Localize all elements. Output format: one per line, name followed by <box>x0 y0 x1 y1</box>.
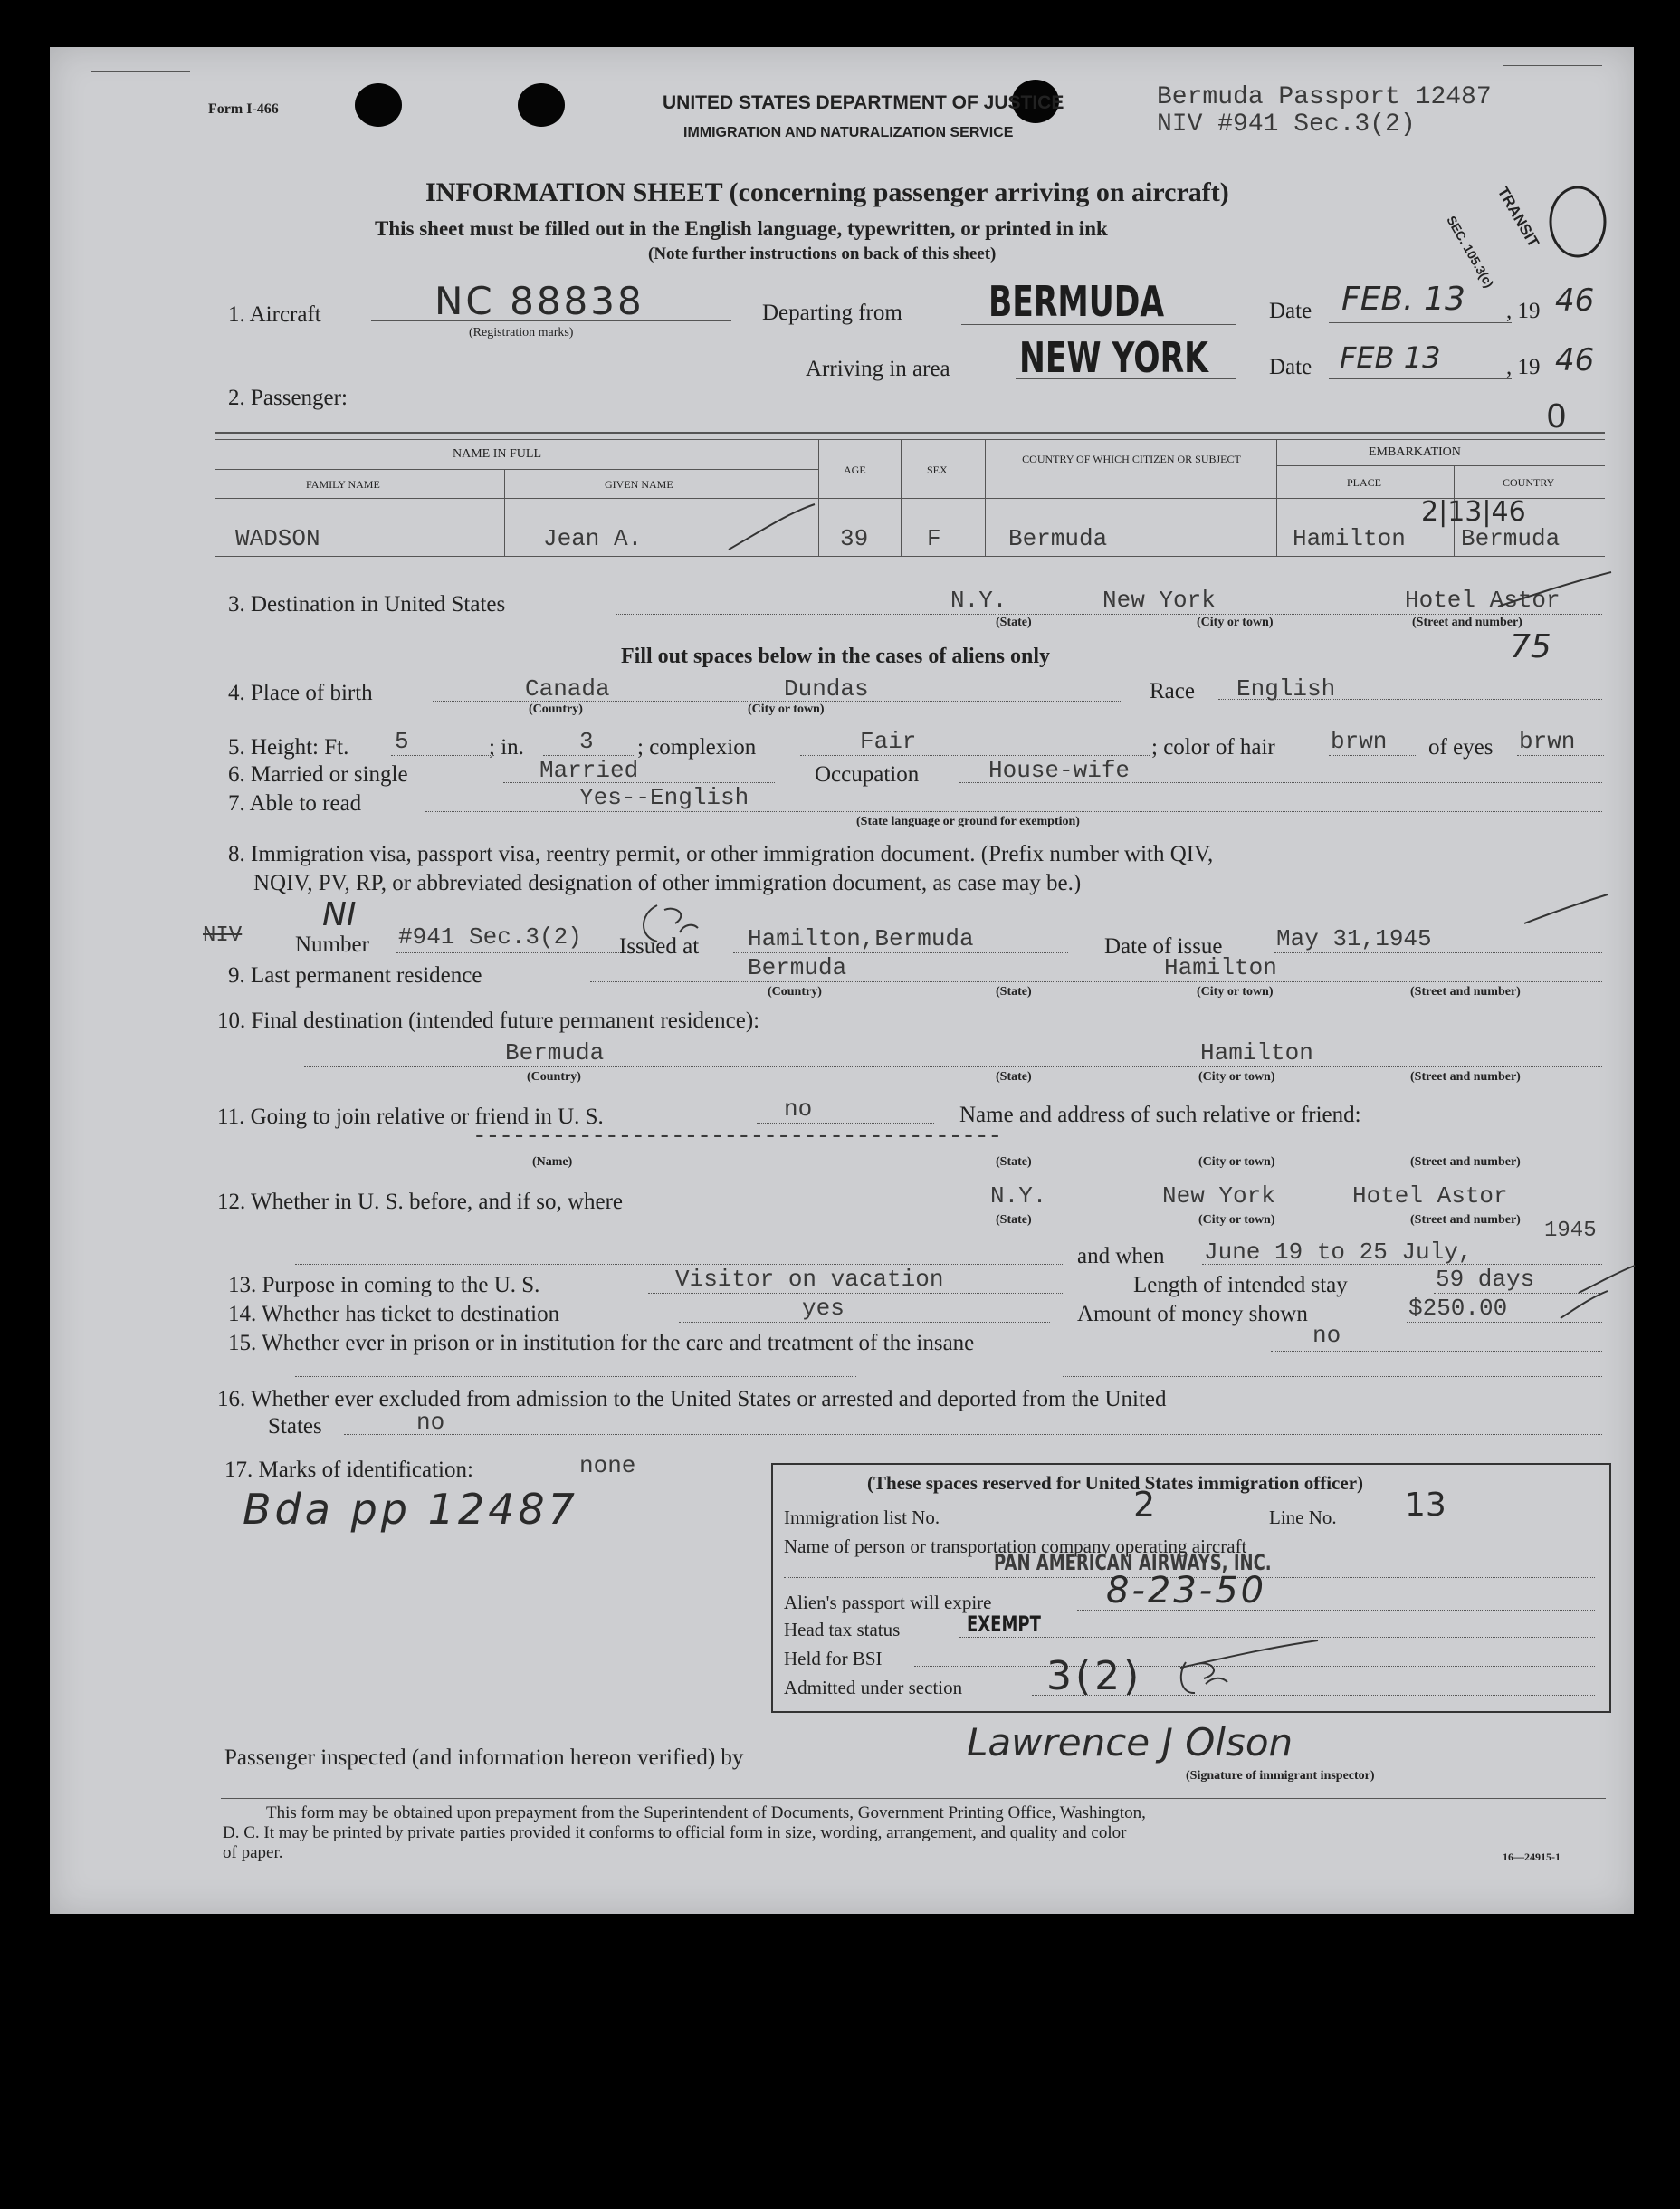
purpose-label: 13. Purpose in coming to the U. S. <box>228 1273 540 1297</box>
read-caption: (State language or ground for exemption) <box>856 815 1080 828</box>
birth-cap-city: (City or town) <box>748 703 825 716</box>
list-no-value: 2 <box>1133 1485 1156 1525</box>
marks-hand: Bda pp 12487 <box>243 1485 578 1534</box>
arriving-value: NEW YORK <box>1019 333 1208 382</box>
table-name-divider <box>215 469 818 470</box>
aircraft-label: 1. Aircraft <box>228 302 321 327</box>
line-no-label: Line No. <box>1269 1506 1337 1528</box>
residence-cap-country: (Country) <box>768 985 822 999</box>
residence-city: Hamilton <box>1164 954 1277 981</box>
relative-cap-state: (State) <box>996 1155 1032 1169</box>
complexion-line <box>800 755 1150 756</box>
birth-cap-country: (Country) <box>529 703 583 716</box>
destination-cap-street: (Street and number) <box>1412 616 1522 629</box>
read-line <box>425 811 1602 812</box>
transit-stamp: TRANSIT <box>1494 184 1542 251</box>
header-country: COUNTRY <box>1503 476 1555 489</box>
corner-mark-left <box>91 71 190 72</box>
depart-date-line <box>1329 322 1512 323</box>
destination-stroke <box>1494 570 1620 625</box>
arrive-year-value: 46 <box>1555 342 1595 378</box>
eyes-line <box>1517 755 1604 756</box>
before-cap-street: (Street and number) <box>1410 1213 1521 1227</box>
prison-line-2b <box>1063 1376 1602 1377</box>
reg-caption: (Registration marks) <box>469 326 574 339</box>
when-value: June 19 to 25 July, <box>1204 1238 1473 1266</box>
money-stroke <box>1557 1287 1611 1324</box>
cell-given-name: Jean A. <box>543 525 643 552</box>
line-no-value: 13 <box>1405 1487 1446 1524</box>
join-label: 11. Going to join relative or friend in U. S. <box>217 1104 604 1129</box>
expire-label: Alien's passport will expire <box>784 1592 992 1613</box>
destination-street: Hotel Astor <box>1405 587 1561 614</box>
service-name: IMMIGRATION AND NATURALIZATION SERVICE <box>683 125 1014 140</box>
admitted-value: 3(2) <box>1046 1653 1143 1699</box>
prison-line-2a <box>295 1376 856 1377</box>
departing-label: Departing from <box>762 301 902 325</box>
complexion-label: ; complexion <box>637 735 757 760</box>
residence-label: 9. Last permanent residence <box>228 963 482 988</box>
header-embarkation: EMBARKATION <box>1369 445 1461 459</box>
issue-date-stroke <box>1521 891 1611 927</box>
signature-caption: (Signature of immigrant inspector) <box>1186 1769 1375 1783</box>
excluded-line <box>344 1434 1602 1435</box>
eyes-value: brwn <box>1519 728 1576 755</box>
residence-cap-street: (Street and number) <box>1410 985 1521 999</box>
table-col-3 <box>901 440 902 556</box>
table-bottom-line <box>215 556 1605 557</box>
hand-ni: NI <box>322 896 357 933</box>
relative-cap-city: (City or town) <box>1198 1155 1275 1169</box>
final-destination-country: Bermuda <box>505 1039 605 1066</box>
cell-sex: F <box>927 525 941 552</box>
when-label: and when <box>1077 1244 1165 1268</box>
height-in: 3 <box>579 728 594 755</box>
excluded-line-1: 16. Whether ever excluded from admission to the United States or arrested and deported from the United <box>217 1387 1167 1411</box>
page-title: INFORMATION SHEET (concerning passenger arriving on aircraft) <box>425 177 1229 207</box>
marital-label: 6. Married or single <box>228 762 408 787</box>
relative-dashes: ---------------------------------------- <box>472 1123 1002 1150</box>
passenger-mark: 0 <box>1546 398 1567 435</box>
when-year: 1945 <box>1544 1219 1597 1243</box>
before-cap-state: (State) <box>996 1213 1032 1227</box>
arrive-date-line <box>1329 378 1512 379</box>
marital-value: Married <box>539 757 639 784</box>
company-value: PAN AMERICAN AIRWAYS, INC. <box>994 1550 1272 1575</box>
table-top-line <box>215 432 1605 434</box>
occupation-label: Occupation <box>815 762 920 787</box>
table-header-bottom <box>215 498 1605 499</box>
marks-value: none <box>579 1452 636 1479</box>
complexion-value: Fair <box>860 728 917 755</box>
final-destination-line <box>304 1066 1602 1067</box>
aircraft-value: NC 88838 <box>434 279 644 323</box>
punch-hole-2 <box>518 83 565 127</box>
form-number: Form I-466 <box>208 101 279 117</box>
arrive-date-value: FEB 13 <box>1340 340 1441 375</box>
embark-hand-date: 2|13|46 <box>1421 496 1526 528</box>
prison-value: no <box>1312 1322 1341 1349</box>
relative-label: Name and address of such relative or friend: <box>959 1103 1361 1127</box>
header-citizen: COUNTRY OF WHICH CITIZEN OR SUBJECT <box>1022 453 1241 465</box>
purpose-line <box>648 1293 1064 1294</box>
arriving-line <box>1016 378 1236 379</box>
occupation-value: House-wife <box>988 757 1131 784</box>
height-label: 5. Height: Ft. <box>228 735 349 760</box>
admitted-initials <box>1177 1653 1231 1698</box>
prison-line <box>1271 1351 1602 1352</box>
inspection-label: Passenger inspected (and information hereon verified) by <box>224 1745 744 1770</box>
final-cap-city: (City or town) <box>1198 1070 1275 1084</box>
before-street: Hotel Astor <box>1352 1182 1508 1210</box>
birth-city: Dundas <box>784 675 869 703</box>
prison-label: 15. Whether ever in prison or in institution for the care and treatment of the insane <box>228 1331 975 1355</box>
residence-cap-state: (State) <box>996 985 1032 999</box>
table-embark-divider <box>1276 465 1605 466</box>
footer-line-3: of paper. <box>223 1843 283 1862</box>
table-col-5 <box>1276 440 1277 556</box>
visa-number-line <box>396 952 639 953</box>
eyes-label: of eyes <box>1428 735 1494 760</box>
headtax-label: Head tax status <box>784 1619 901 1640</box>
expire-value: 8-23-50 <box>1106 1570 1267 1611</box>
arriving-label: Arriving in area <box>806 357 950 381</box>
cell-country: Bermuda <box>1461 525 1561 552</box>
birth-country: Canada <box>525 675 610 703</box>
officer-box-header: (These spaces reserved for United States immigration officer) <box>867 1472 1364 1494</box>
circle-mark <box>1543 181 1616 263</box>
footer-line-2: D. C. It may be printed by private parties provided it conforms to official form in size, wording, arrangement, and quality and color <box>223 1823 1127 1842</box>
read-value: Yes--English <box>579 784 749 811</box>
ticket-line <box>679 1322 1050 1323</box>
issue-date-label: Date of issue <box>1104 934 1223 959</box>
footer-code: 16—24915-1 <box>1503 1850 1561 1863</box>
destination-state: N.Y. <box>950 587 1007 614</box>
stay-value: 59 days <box>1436 1266 1535 1293</box>
check-stroke <box>724 500 824 554</box>
final-destination-label: 10. Final destination (intended future permanent residence): <box>217 1009 760 1033</box>
final-destination-city: Hamilton <box>1200 1039 1313 1066</box>
destination-line <box>616 614 1602 615</box>
headtax-value: EXEMPT <box>967 1611 1041 1637</box>
departing-value: BERMUDA <box>988 277 1165 326</box>
cell-place: Hamilton <box>1293 525 1406 552</box>
relative-cap-street: (Street and number) <box>1410 1155 1521 1169</box>
niv-struck: NIV <box>203 923 243 948</box>
hair-line <box>1329 755 1416 756</box>
residence-country: Bermuda <box>748 954 847 981</box>
race-value: English <box>1236 675 1336 703</box>
money-label: Amount of money shown <box>1077 1302 1308 1326</box>
visa-hand-mark <box>639 896 702 951</box>
footer-line-1: This form may be obtained upon prepayment from the Superintendent of Documents, Government Printing Office, Washington, <box>266 1803 1146 1822</box>
issue-date-line <box>1274 952 1602 953</box>
residence-cap-city: (City or town) <box>1197 985 1274 999</box>
ticket-label: 14. Whether has ticket to destination <box>228 1302 560 1326</box>
final-cap-country: (Country) <box>527 1070 581 1084</box>
department-name: UNITED STATES DEPARTMENT OF JUSTICE <box>663 92 1064 113</box>
hair-value: brwn <box>1331 728 1388 755</box>
arrive-year-prefix: , 19 <box>1506 355 1541 379</box>
destination-cap-city: (City or town) <box>1197 616 1274 629</box>
destination-hand-number: 75 <box>1510 628 1551 665</box>
footer-rule <box>221 1798 1606 1799</box>
marks-label: 17. Marks of identification: <box>224 1458 473 1482</box>
admitted-label: Admitted under section <box>784 1677 963 1698</box>
table-col-4 <box>985 440 986 556</box>
height-ft-line <box>391 755 494 756</box>
header-name-in-full: NAME IN FULL <box>453 447 541 461</box>
destination-label: 3. Destination in United States <box>228 592 506 617</box>
typed-note-1: Bermuda Passport 12487 <box>1157 83 1492 111</box>
header-age: AGE <box>844 464 866 476</box>
final-cap-state: (State) <box>996 1070 1032 1084</box>
join-value: no <box>784 1095 813 1123</box>
aliens-heading: Fill out spaces below in the cases of aliens only <box>621 645 1051 668</box>
typed-note-2: NIV #941 Sec.3(2) <box>1157 110 1416 139</box>
excluded-line-2: States <box>268 1414 322 1439</box>
visa-number-label: Number <box>295 932 369 957</box>
excluded-value: no <box>416 1409 445 1436</box>
before-cap-city: (City or town) <box>1198 1213 1275 1227</box>
depart-date-label: Date <box>1269 299 1312 323</box>
depart-year-prefix: , 19 <box>1506 299 1541 323</box>
depart-date-value: FEB. 13 <box>1341 281 1465 318</box>
header-place: PLACE <box>1347 476 1382 489</box>
punch-hole-1 <box>355 83 402 127</box>
height-in-line <box>543 755 634 756</box>
relative-cap-name: (Name) <box>532 1155 573 1169</box>
final-cap-street: (Street and number) <box>1410 1070 1521 1084</box>
hair-label: ; color of hair <box>1151 735 1275 760</box>
issued-line <box>733 952 1068 953</box>
departing-line <box>961 324 1236 325</box>
table-top-line-2 <box>215 439 1605 440</box>
header-sex: SEX <box>927 464 948 476</box>
read-label: 7. Able to read <box>228 791 362 816</box>
company-label: Name of person or transportation company operating aircraft <box>784 1535 1247 1557</box>
race-label: Race <box>1150 679 1195 703</box>
depart-year-value: 46 <box>1555 282 1595 319</box>
table-col-1 <box>504 470 505 556</box>
page-subtitle: This sheet must be filled out in the English language, typewritten, or printed in ink <box>375 217 1108 240</box>
ticket-value: yes <box>802 1295 845 1322</box>
section-stamp: SEC. 105.3(c) <box>1444 213 1497 291</box>
passenger-label: 2. Passenger: <box>228 386 348 410</box>
birthplace-label: 4. Place of birth <box>228 681 373 705</box>
cell-citizen: Bermuda <box>1008 525 1108 552</box>
purpose-value: Visitor on vacation <box>675 1266 944 1293</box>
before-line-2 <box>295 1264 1064 1265</box>
issued-label: Issued at <box>619 934 700 959</box>
visa-line-1: 8. Immigration visa, passport visa, reentry permit, or other immigration document. (Prefix number with QIV, <box>228 842 1214 866</box>
header-given-name: GIVEN NAME <box>605 478 673 491</box>
corner-mark-right <box>1503 65 1602 66</box>
visa-line-2: NQIV, PV, RP, or abbreviated designation of other immigration document, as case may be.) <box>253 871 1082 895</box>
before-city: New York <box>1162 1182 1275 1210</box>
visa-number-value: #941 Sec.3(2) <box>398 923 582 951</box>
before-state: N.Y. <box>990 1182 1047 1210</box>
cell-age: 39 <box>840 525 869 552</box>
money-value: $250.00 <box>1408 1295 1508 1322</box>
aircraft-line <box>371 320 731 321</box>
list-no-label: Immigration list No. <box>784 1506 940 1528</box>
residence-line <box>590 981 1602 982</box>
page-note: (Note further instructions on back of this sheet) <box>648 244 997 263</box>
stay-label: Length of intended stay <box>1133 1273 1348 1297</box>
inspector-signature: Lawrence J Olson <box>967 1720 1293 1764</box>
height-ft: 5 <box>395 728 409 755</box>
height-in-label: ; in. <box>489 735 524 760</box>
bsi-label: Held for BSI <box>784 1648 883 1669</box>
before-label: 12. Whether in U. S. before, and if so, where <box>217 1190 624 1214</box>
header-family-name: FAMILY NAME <box>306 478 380 491</box>
issued-value: Hamilton,Bermuda <box>748 925 974 952</box>
arrive-date-label: Date <box>1269 355 1312 379</box>
issue-date-value: May 31,1945 <box>1276 925 1432 952</box>
destination-city: New York <box>1102 587 1216 614</box>
cell-family-name: WADSON <box>235 525 320 552</box>
destination-cap-state: (State) <box>996 616 1032 629</box>
